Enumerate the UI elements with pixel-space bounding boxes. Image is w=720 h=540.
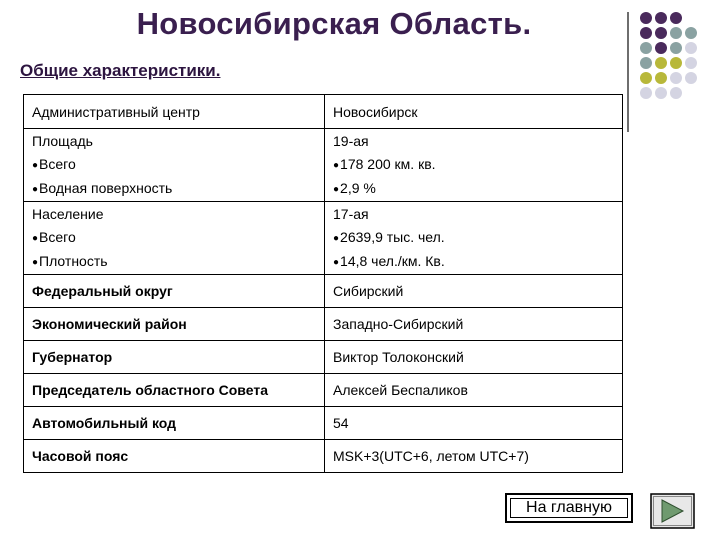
area-key: Площадь — [32, 132, 93, 149]
population-density-value: ● 14,8 чел./км. Кв. — [333, 250, 614, 274]
row-value: Виктор Толоконский — [325, 341, 623, 374]
decor-dot — [655, 87, 667, 99]
decor-dot — [655, 42, 667, 54]
decor-dot — [685, 57, 697, 69]
page-subtitle: Общие характеристики. — [20, 61, 221, 80]
decor-dot — [640, 27, 652, 39]
table-row — [24, 275, 623, 308]
row-value: MSK+3(UTC+6, летом UTC+7) — [325, 440, 623, 473]
table-row-area — [24, 129, 623, 202]
decor-dot — [670, 72, 682, 84]
table-row — [24, 308, 623, 341]
area-total-key: ● Всего — [32, 153, 316, 177]
table-row — [24, 95, 623, 129]
table-row — [24, 341, 623, 374]
decor-dot — [685, 27, 697, 39]
area-total-value: ● 178 200 км. кв. — [333, 153, 614, 177]
population-total-value: ● 2639,9 тыс. чел. — [333, 226, 614, 250]
decor-dot — [640, 87, 652, 99]
decor-dot — [655, 27, 667, 39]
row-key-group — [24, 129, 325, 202]
decor-dot — [655, 57, 667, 69]
decor-dot — [670, 27, 682, 39]
home-button[interactable] — [505, 493, 633, 523]
row-key: Федеральный округ — [24, 275, 325, 308]
row-value: Западно-Сибирский — [325, 308, 623, 341]
row-key: Административный центр — [24, 95, 325, 129]
row-key: Председатель областного Совета — [24, 374, 325, 407]
row-value-group — [325, 129, 623, 202]
decor-dot — [670, 57, 682, 69]
decor-dot — [685, 72, 697, 84]
info-table — [23, 94, 623, 473]
population-key: Население — [32, 205, 104, 222]
decor-dot — [670, 12, 682, 24]
area-water-value: ● 2,9 % — [333, 177, 614, 201]
decor-dot — [670, 87, 682, 99]
row-value-group — [325, 202, 623, 275]
row-key: Часовой пояс — [24, 440, 325, 473]
decor-dot — [640, 12, 652, 24]
decor-dot — [640, 42, 652, 54]
next-button[interactable] — [650, 493, 695, 529]
row-key: Губернатор — [24, 341, 325, 374]
row-value: Алексей Беспаликов — [325, 374, 623, 407]
row-value: Новосибирск — [325, 95, 623, 129]
decor-divider — [627, 12, 629, 132]
area-water-key: ● Водная поверхность — [32, 177, 316, 201]
table-row — [24, 440, 623, 473]
decor-dot — [640, 72, 652, 84]
row-key: Экономический район — [24, 308, 325, 341]
area-rank: 19-ая — [333, 132, 369, 149]
decor-dot — [655, 12, 667, 24]
table-row-population — [24, 202, 623, 275]
table-row — [24, 374, 623, 407]
decor-dot — [670, 42, 682, 54]
decor-dot — [685, 42, 697, 54]
population-density-key: ● Плотность — [32, 250, 316, 274]
decor-dot — [655, 72, 667, 84]
row-key: Автомобильный код — [24, 407, 325, 440]
row-key-group — [24, 202, 325, 275]
home-button-label: На главную — [526, 499, 612, 516]
row-value: Сибирский — [325, 275, 623, 308]
page-title: Новосибирская Область. — [136, 6, 532, 41]
population-rank: 17-ая — [333, 205, 369, 222]
next-arrow-icon — [650, 493, 695, 529]
table-row — [24, 407, 623, 440]
decor-dot — [640, 57, 652, 69]
row-value: 54 — [325, 407, 623, 440]
population-total-key: ● Всего — [32, 226, 316, 250]
